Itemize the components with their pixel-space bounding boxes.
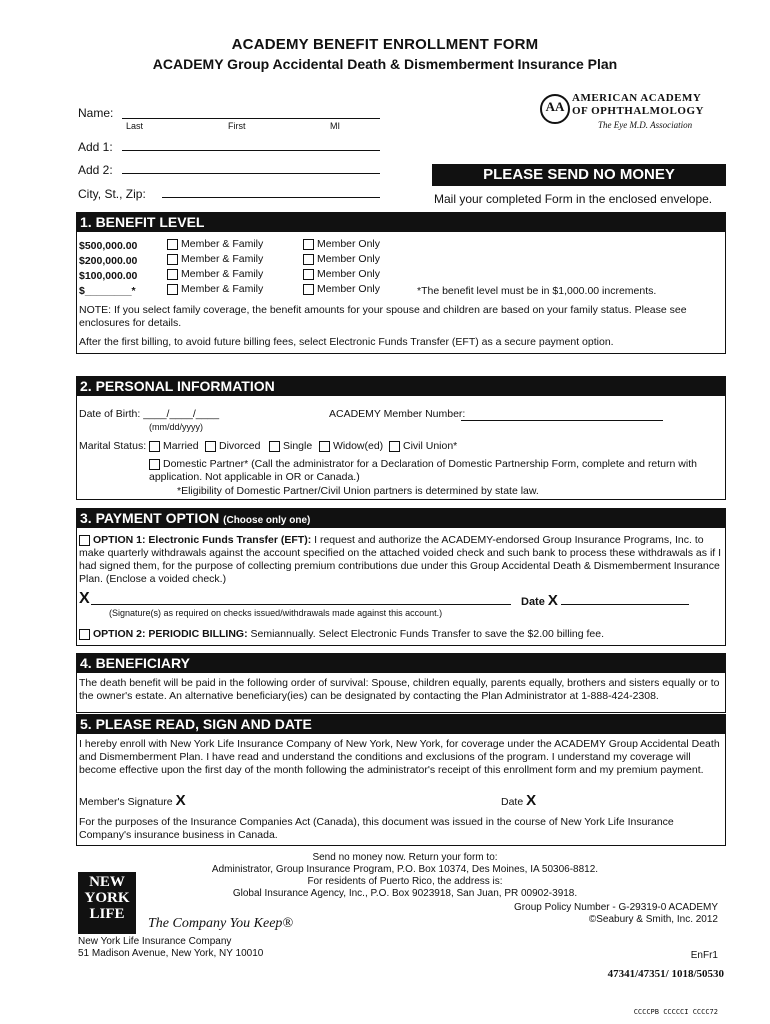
- benefit-amount: $200,000.00: [79, 255, 138, 267]
- sign-date-label[interactable]: Date X: [501, 792, 537, 809]
- benefit-amount: $500,000.00: [79, 240, 138, 252]
- city-label: City, St., Zip:: [78, 187, 146, 201]
- nyl-slogan: The Company You Keep®: [148, 916, 294, 931]
- marital-divorced-option[interactable]: Divorced: [205, 440, 260, 453]
- marital-married-option[interactable]: Married: [149, 440, 199, 453]
- section-payment: [76, 528, 726, 646]
- add1-field[interactable]: [122, 138, 380, 151]
- option2-periodic-billing[interactable]: OPTION 2: PERIODIC BILLING: Semiannually. Select Electronic Funds Transfer to save the $2.00 billing fee.: [79, 628, 723, 641]
- signature-note: (Signature(s) as required on checks issued/withdrawals made against this account.): [109, 608, 443, 618]
- benefit-only-option[interactable]: Member Only: [303, 268, 380, 281]
- benefit-amount: $________*: [79, 285, 136, 297]
- add2-label: Add 2:: [78, 163, 113, 177]
- section-personal-info-heading: 2. PERSONAL INFORMATION: [76, 376, 726, 396]
- increment-note: *The benefit level must be in $1,000.00 increments.: [417, 285, 657, 297]
- member-number-field[interactable]: [461, 408, 663, 421]
- benefit-only-option[interactable]: Member Only: [303, 253, 380, 266]
- benefit-only-option[interactable]: Member Only: [303, 238, 380, 251]
- new-york-life-logo: NEW YORK LIFE: [78, 872, 136, 934]
- aao-logo: [540, 92, 710, 136]
- barcode-text: CCCCPB CCCCCI CCCC72: [633, 1008, 718, 1016]
- add1-label: Add 1:: [78, 140, 113, 154]
- enrollment-statement: I hereby enroll with New York Life Insurance Company of New York, New York, for coverage under the ACADEMY Group Accidental Death and Dismemberment Plan. I have read and understand the conditions and exclusions of the program. I understand my coverage will become effective upon the first day of the month following the administrator's receipt of this enrollment form and my premium payment.: [79, 738, 720, 776]
- checkbox-icon: [205, 441, 216, 452]
- checkbox-icon: [167, 269, 178, 280]
- family-coverage-note: NOTE: If you select family coverage, the benefit amounts for your spouse and children are based on your family status. Please see enclosures for details.: [79, 304, 687, 329]
- mi-hint: MI: [330, 121, 340, 131]
- checkbox-icon: [303, 239, 314, 250]
- section-beneficiary-heading: 4. BENEFICIARY: [76, 653, 726, 673]
- section-sign-heading: 5. PLEASE READ, SIGN AND DATE: [76, 714, 726, 734]
- name-field[interactable]: [122, 106, 380, 119]
- aao-name-line2: OF OPHTHALMOLOGY: [572, 105, 704, 117]
- eligibility-note: *Eligibility of Domestic Partner/Civil Union partners is determined by state law.: [177, 485, 539, 497]
- checkbox-icon: [303, 284, 314, 295]
- canada-statement: For the purposes of the Insurance Companies Act (Canada), this document was issued in the course of New York Life Insurance Company's insurance business in Canada.: [79, 816, 674, 841]
- policy-info: Group Policy Number - G-29319-0 ACADEMY ©Seabury & Smith, Inc. 2012: [514, 902, 718, 925]
- nyl-address-block: New York Life Insurance Company 51 Madison Avenue, New York, NY 10010: [78, 936, 264, 959]
- benefit-family-option[interactable]: Member & Family: [167, 283, 263, 296]
- checkbox-icon: [303, 269, 314, 280]
- city-field[interactable]: [162, 185, 380, 198]
- send-no-money-banner: PLEASE SEND NO MONEY: [432, 164, 726, 186]
- checkbox-icon: [149, 441, 160, 452]
- section-personal-info: [76, 396, 726, 500]
- form-subtitle: ACADEMY Group Accidental Death & Dismemberment Insurance Plan: [152, 56, 618, 72]
- aao-name-line1: AMERICAN ACADEMY: [572, 92, 702, 104]
- benefit-family-option[interactable]: Member & Family: [167, 253, 263, 266]
- marital-status-label: Marital Status:: [79, 440, 147, 452]
- return-instructions: Send no money now. Return your form to: Administrator, Group Insurance Program, P.O. Box 10374, Des Moines, IA 50306-8812. For residents of Puerto Rico, the address is: Global Insurance Agency, Inc., P.O. Box 9023918, San Juan, PR 00902-3918.: [211, 852, 599, 899]
- aao-logo-mark: AA: [540, 94, 570, 124]
- marital-widowed-option[interactable]: Widow(ed): [319, 440, 383, 453]
- checkbox-icon: [303, 254, 314, 265]
- marital-single-option[interactable]: Single: [269, 440, 312, 453]
- aao-tagline: The Eye M.D. Association: [598, 120, 693, 130]
- form-title: ACADEMY BENEFIT ENROLLMENT FORM: [231, 36, 539, 53]
- mail-instructions: Mail your completed Form in the enclosed envelope.: [434, 192, 713, 206]
- marital-civil-union-option[interactable]: Civil Union*: [389, 440, 457, 453]
- section-benefit-level-heading: 1. BENEFIT LEVEL: [76, 212, 726, 232]
- name-label: Name:: [78, 106, 114, 120]
- checkbox-icon: [269, 441, 280, 452]
- form-code: EnFr1: [690, 950, 718, 961]
- marital-domestic-partner-option[interactable]: Domestic Partner* (Call the administrator for a Declaration of Domestic Partnership Form, complete and return with application. Not applicable in OR or Canada.): [149, 458, 697, 483]
- eft-date-field[interactable]: [561, 592, 689, 605]
- member-signature-label[interactable]: Member's Signature X: [79, 792, 186, 809]
- section-beneficiary: [76, 673, 726, 713]
- section-sign: [76, 734, 726, 846]
- benefit-amount: $100,000.00: [79, 270, 138, 282]
- benefit-family-option[interactable]: Member & Family: [167, 238, 263, 251]
- member-number-label: ACADEMY Member Number:: [329, 408, 466, 420]
- checkbox-icon: [167, 284, 178, 295]
- add2-field[interactable]: [122, 161, 380, 174]
- checkbox-icon: [389, 441, 400, 452]
- benefit-family-option[interactable]: Member & Family: [167, 268, 263, 281]
- first-hint: First: [228, 121, 246, 131]
- option1-eft[interactable]: OPTION 1: Electronic Funds Transfer (EFT): I request and authorize the ACADEMY-endorsed Group Insurance Programs, Inc. to make quarterly withdrawals against the account specified on the attached voided check and such bank to process these withdrawals as if I had signed them, for the purpose of collecting premium contributions due under this Group Accidental Death & Dismemberment Insurance Plan. (Enclose a voided check.): [79, 534, 722, 585]
- beneficiary-text: The death benefit will be paid in the following order of survival: Spouse, children equally, parents equally, brothers and sisters equally or to the owner's estate. An alternative beneficiary(ies) can be designated by contacting the Plan Administrator at 1-888-424-2308.: [79, 677, 720, 702]
- checkbox-icon: [79, 629, 90, 640]
- signature-x-mark: X: [79, 590, 90, 607]
- dob-hint: (mm/dd/yyyy): [149, 422, 203, 432]
- checkbox-icon: [167, 254, 178, 265]
- eft-date-label: Date X: [521, 592, 558, 609]
- last-hint: Last: [126, 121, 144, 131]
- checkbox-icon: [319, 441, 330, 452]
- checkbox-icon: [167, 239, 178, 250]
- section-benefit-level: [76, 232, 726, 354]
- dob-field[interactable]: Date of Birth: ____/____/____: [79, 408, 220, 420]
- benefit-only-option[interactable]: Member Only: [303, 283, 380, 296]
- eft-signature-field[interactable]: [91, 592, 511, 605]
- eft-note: After the first billing, to avoid future billing fees, select Electronic Funds Transfer (EFT) as a secure payment option.: [79, 336, 614, 348]
- checkbox-icon: [149, 459, 160, 470]
- checkbox-icon: [79, 535, 90, 546]
- section-payment-heading: 3. PAYMENT OPTION (Choose only one): [76, 508, 726, 528]
- form-numbers: 47341/47351/ 1018/50530: [607, 968, 724, 980]
